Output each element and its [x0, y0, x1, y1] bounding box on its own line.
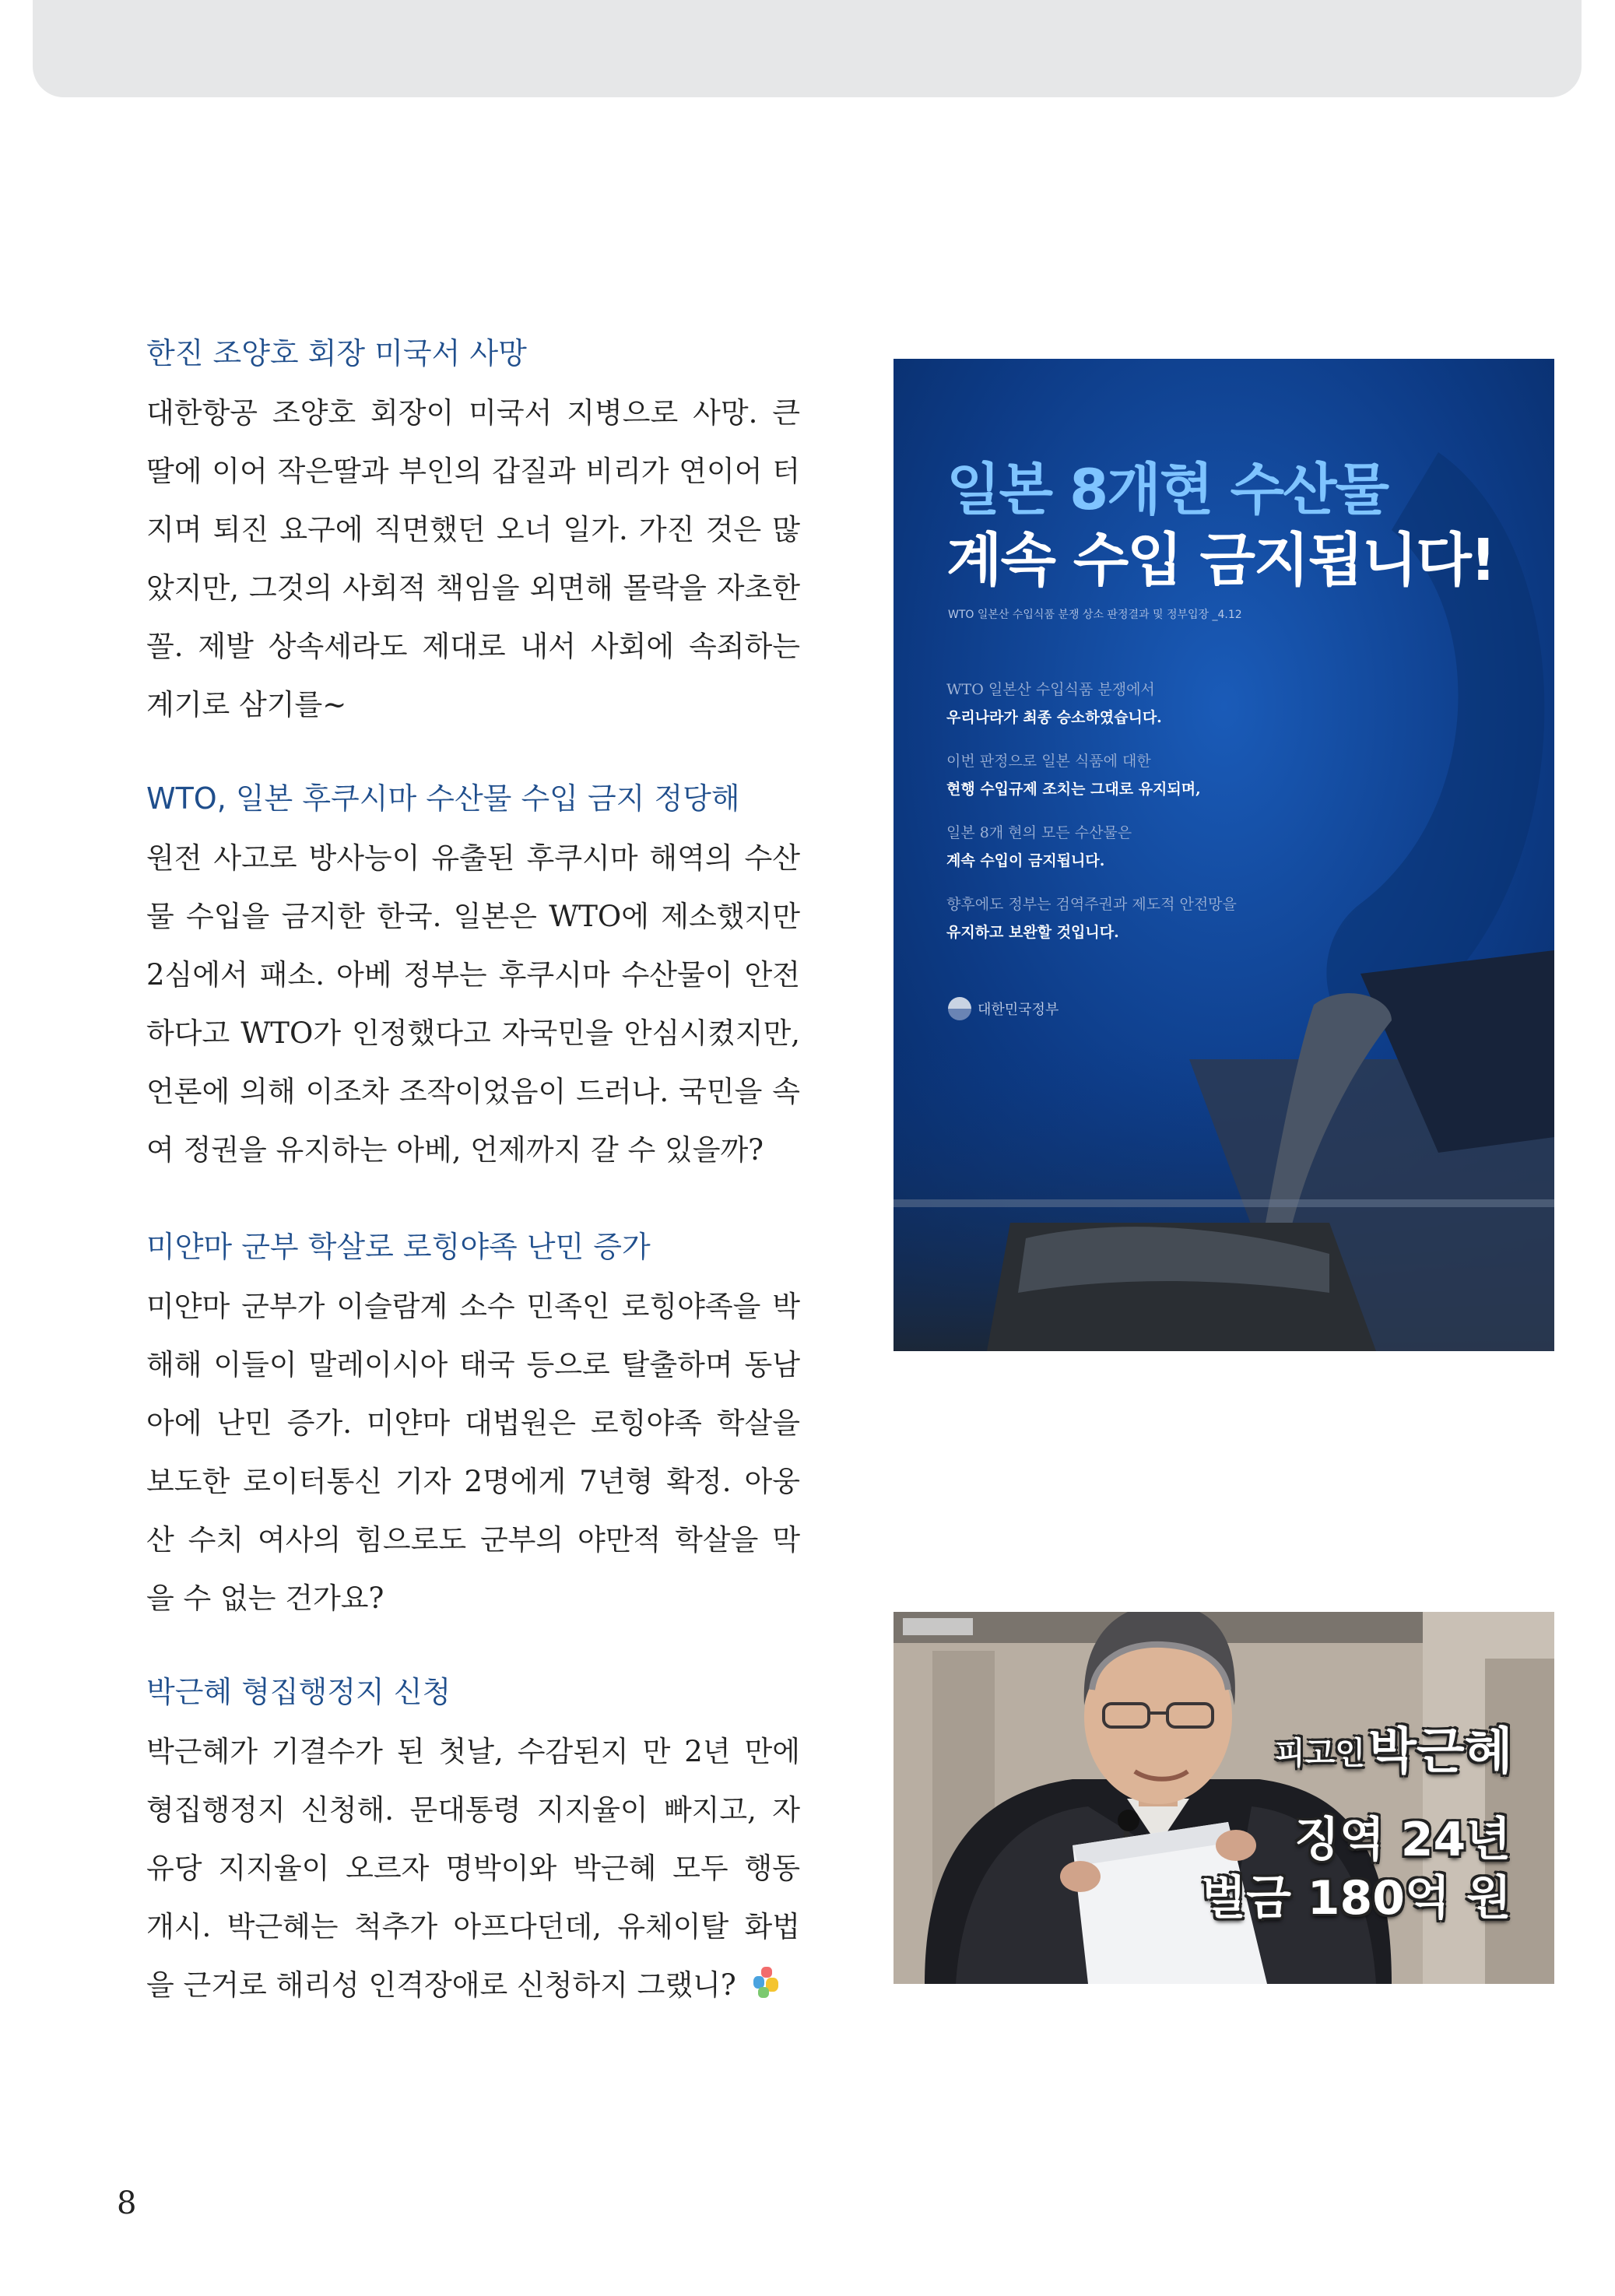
- article-wto: [146, 778, 800, 1179]
- body-line: 2심에서 패소. 아베 정부는 후쿠시마 수산물이 안전: [146, 958, 800, 992]
- body-line: 꼴. 제발 상속세라도 제대로 내서 사회에 속죄하는: [146, 630, 800, 663]
- body-line: 아에 난민 증가. 미얀마 대법원은 로힝야족 학살을: [146, 1406, 800, 1440]
- poster-text-line: 현행 수입규제 조치는 그대로 유지되며,: [946, 781, 1201, 798]
- caption-label: 피고인: [1275, 1736, 1365, 1771]
- article-body: [146, 1277, 800, 1627]
- headline: WTO, 일본 후쿠시마 수산물 수입 금지 정당해: [146, 781, 740, 816]
- body-line: 유당 지지율이 오르자 명박이와 박근혜 모두 행동: [146, 1852, 800, 1885]
- body-line: 하다고 WTO가 인정했다고 자국민을 안심시켰지만,: [146, 1016, 800, 1050]
- body-line: 보도한 로이터통신 기자 2명에게 7년형 확정. 아웅: [146, 1465, 800, 1498]
- body-line: 형집행정지 신청해. 문대통령 지지율이 빠지고, 자: [146, 1793, 800, 1827]
- body-line: 았지만, 그것의 사회적 책임을 외면해 몰락을 자초한: [146, 571, 800, 605]
- poster-title-line2: 계속 수입 금지됩니다!: [946, 527, 1495, 594]
- body-line: 언론에 의해 이조차 조작이었음이 드러나. 국민을 속: [146, 1075, 800, 1108]
- poster-text-line: 일본 8개 현의 모든 수산물은: [946, 824, 1132, 841]
- article-body: [146, 384, 800, 734]
- body-line: 여 정권을 유지하는 아베, 언제까지 갈 수 있을까?: [146, 1133, 764, 1167]
- top-band: [33, 0, 1582, 97]
- body-line: 지며 퇴진 요구에 직면했던 오너 일가. 가진 것은 많: [146, 513, 800, 546]
- poster-title-line1: 일본 8개현 수산물: [946, 457, 1389, 522]
- article-park: [146, 1672, 800, 2014]
- government-logo: [948, 997, 1059, 1020]
- article-body: [146, 829, 800, 1179]
- court-verdict-photo: [894, 1612, 1554, 1984]
- poster-text-line: 계속 수입이 금지됩니다.: [946, 852, 1105, 869]
- body-line: 해해 이들이 말레이시아 태국 등으로 탈출하며 동남: [146, 1348, 800, 1381]
- article-myanmar: [146, 1227, 800, 1627]
- body-line: 대한항공 조양호 회장이 미국서 지병으로 사망. 큰: [146, 396, 800, 430]
- body-line: 딸에 이어 작은딸과 부인의 갑질과 비리가 연이어 터: [146, 455, 800, 488]
- caption-name: 박근혜: [1368, 1723, 1513, 1781]
- courtroom-scene-art: [894, 1612, 1554, 1984]
- caption-sentence: 징역 24년: [1294, 1813, 1511, 1867]
- article-hanjin: [146, 333, 800, 734]
- body-line: 개시. 박근혜는 척추가 아프다던데, 유체이탈 화법: [146, 1910, 800, 1943]
- headline: 박근혜 형집행정지 신청: [146, 1675, 451, 1709]
- poster-text-line: 향후에도 정부는 검역주권과 제도적 안전망을: [946, 896, 1237, 913]
- body-line: 을 수 없는 건가요?: [146, 1582, 384, 1615]
- government-logo-text: 대한민국정부: [978, 1002, 1059, 1018]
- poster-text-line: 우리나라가 최종 승소하였습니다.: [946, 709, 1162, 726]
- article-body: [146, 1722, 800, 2014]
- page-number: 8: [117, 2185, 137, 2221]
- caption-fine: 벌금 180억 원: [1201, 1871, 1511, 1926]
- body-line-text: 을 근거로 해리성 인격장애로 신청하지 그랬니?: [146, 1968, 736, 2002]
- poster-text-line: 이번 판정으로 일본 식품에 대한: [946, 753, 1151, 770]
- body-line: 원전 사고로 방사능이 유출된 후쿠시마 해역의 수산: [146, 841, 800, 875]
- body-line: [146, 1956, 800, 2014]
- poster-text-line: 유지하고 보완할 것입니다.: [946, 924, 1119, 941]
- body-line: 미얀마 군부가 이슬람계 소수 민족인 로힝야족을 박: [146, 1290, 800, 1323]
- body-line: 박근혜가 기결수가 된 첫날, 수감된지 만 2년 만에: [146, 1735, 800, 1768]
- poster-text-line: WTO 일본산 수입식품 분쟁에서: [946, 681, 1155, 698]
- body-line: 물 수입을 금지한 한국. 일본은 WTO에 제소했지만: [146, 900, 800, 933]
- body-line: 산 수치 여사의 힘으로도 군부의 야만적 학살을 막: [146, 1523, 800, 1557]
- taegeuk-icon: [948, 997, 971, 1020]
- body-line: 계기로 삼기를~: [146, 688, 347, 721]
- colorful-emoji-icon: [753, 1967, 780, 1998]
- headline: 한진 조양호 회장 미국서 사망: [146, 336, 527, 370]
- fukushima-poster-image: [894, 359, 1554, 1351]
- headline: 미얀마 군부 학살로 로힝야족 난민 증가: [146, 1230, 651, 1264]
- poster-subtitle: WTO 일본산 수입식품 분쟁 상소 판정결과 및 정부입장 _4.12: [948, 609, 1242, 621]
